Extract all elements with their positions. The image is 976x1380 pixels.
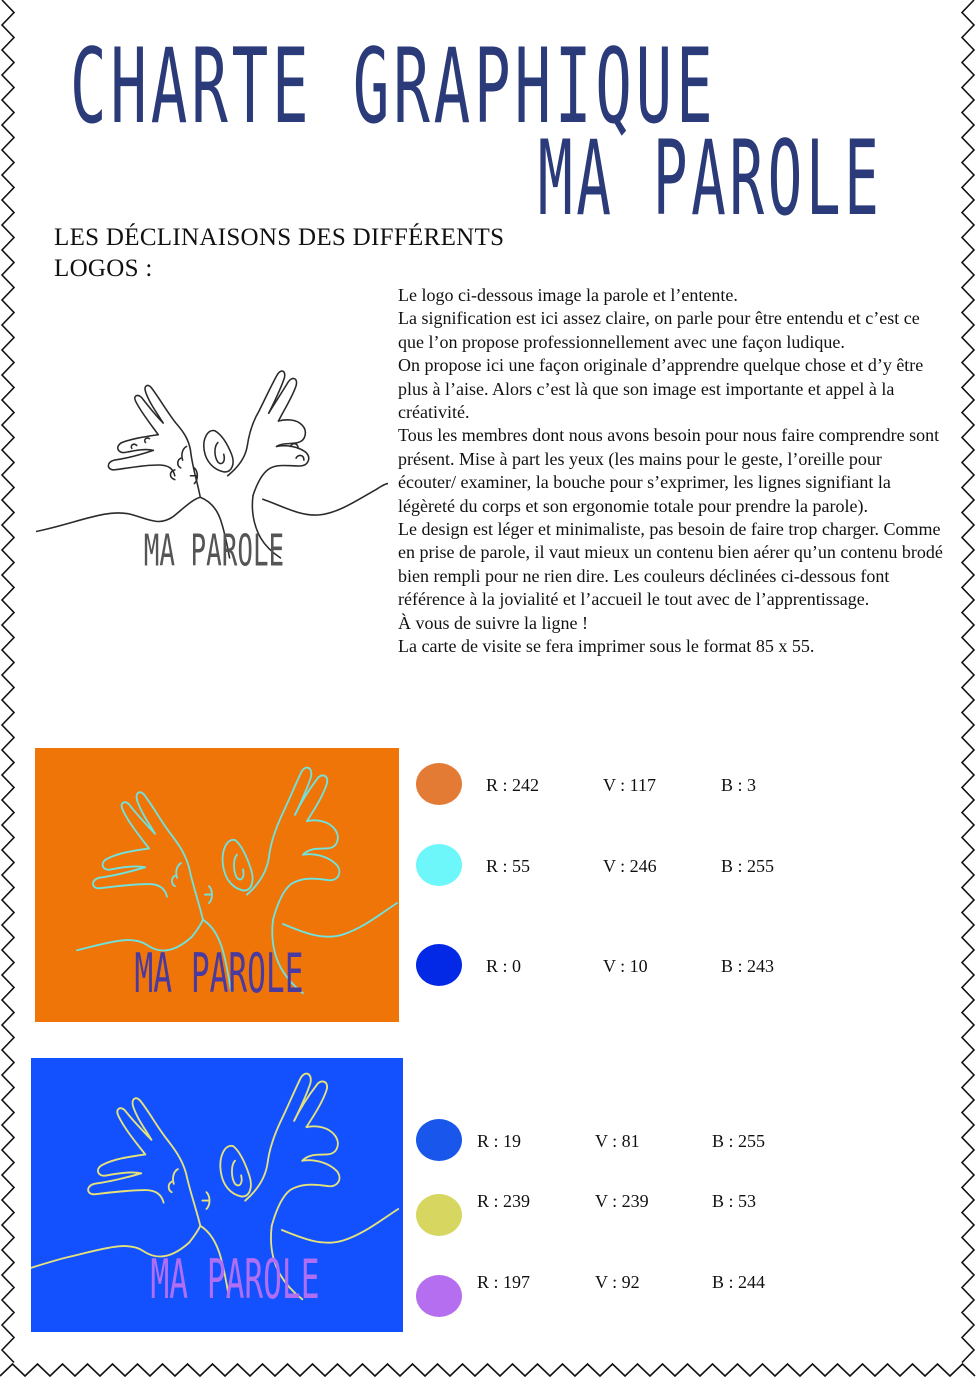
red-value: R : 242 xyxy=(486,775,540,795)
description-paragraph: Tous les membres dont nous avons besoin pour nous faire comprendre sont présent. Mise à part les yeux (les mains pour le geste, l’oreille pour écouter/ examiner, la bouche pour s’exprimer, les lignes signifiant la légèreté du corps et son ergonomie totale pour prendre la parole). xyxy=(398,425,940,516)
blue-value: B : 255 xyxy=(721,856,775,876)
description-text xyxy=(398,284,944,659)
blue-value: B : 3 xyxy=(721,775,757,795)
color-dot xyxy=(416,844,462,886)
blue-value: B : 244 xyxy=(712,1272,766,1292)
color-dot xyxy=(416,1119,462,1161)
description-paragraph: La signification est ici assez claire, on parle pour être entendu et c’est ce que l’on propose professionnellement avec une façon ludique. xyxy=(398,308,920,352)
description-paragraph: Le design est léger et minimaliste, pas besoin de faire trop charger. Comme en prise de parole, il vaut mieux un contenu bien aérer qu’un contenu brodé bien rempli pour ne rien dire. Les couleurs déclinées ci-dessous font référence à la jovialité et l’accueil le tout avec de l’apprentissage. xyxy=(398,519,943,610)
section-heading: LES DÉCLINAISONS DES DIFFÉRENTS LOGOS : xyxy=(54,224,505,282)
red-value: R : 239 xyxy=(477,1191,531,1211)
page-title-line2: MA PAROLE xyxy=(538,120,883,240)
logo-text: MA PAROLE xyxy=(150,1249,320,1312)
description-paragraph: On propose ici une façon originale d’apprendre quelque chose et d’y être plus à l’aise. Alors c’est là que son image est importante et appel à la créativité. xyxy=(398,355,924,423)
green-value: V : 92 xyxy=(595,1272,640,1292)
logo-text: MA PAROLE xyxy=(143,526,285,577)
color-dot xyxy=(416,1275,462,1317)
green-value: V : 239 xyxy=(595,1191,649,1211)
description-paragraph: Le logo ci-dessous image la parole et l’entente. xyxy=(398,285,738,305)
red-value: R : 19 xyxy=(477,1131,522,1151)
logo-variant-orange xyxy=(35,748,399,1022)
green-value: V : 246 xyxy=(603,856,657,876)
color-dot xyxy=(416,944,462,986)
color-dot xyxy=(416,1194,462,1236)
blue-value: B : 243 xyxy=(721,956,775,976)
red-value: R : 0 xyxy=(486,956,522,976)
color-dot xyxy=(416,763,462,805)
green-value: V : 117 xyxy=(603,775,657,795)
green-value: V : 81 xyxy=(595,1131,640,1151)
blue-value: B : 255 xyxy=(712,1131,766,1151)
blue-value: B : 53 xyxy=(712,1191,757,1211)
logo-variant-blue xyxy=(31,1058,403,1332)
main-logo xyxy=(36,350,388,580)
green-value: V : 10 xyxy=(603,956,648,976)
logo-text: MA PAROLE xyxy=(134,943,304,1006)
red-value: R : 55 xyxy=(486,856,531,876)
page-title-line1: CHARTE GRAPHIQUE xyxy=(70,28,717,148)
red-value: R : 197 xyxy=(477,1272,531,1292)
description-paragraph: La carte de visite se fera imprimer sous le format 85 x 55. xyxy=(398,636,815,657)
description-paragraph: À vous de suivre la ligne ! xyxy=(398,612,588,633)
